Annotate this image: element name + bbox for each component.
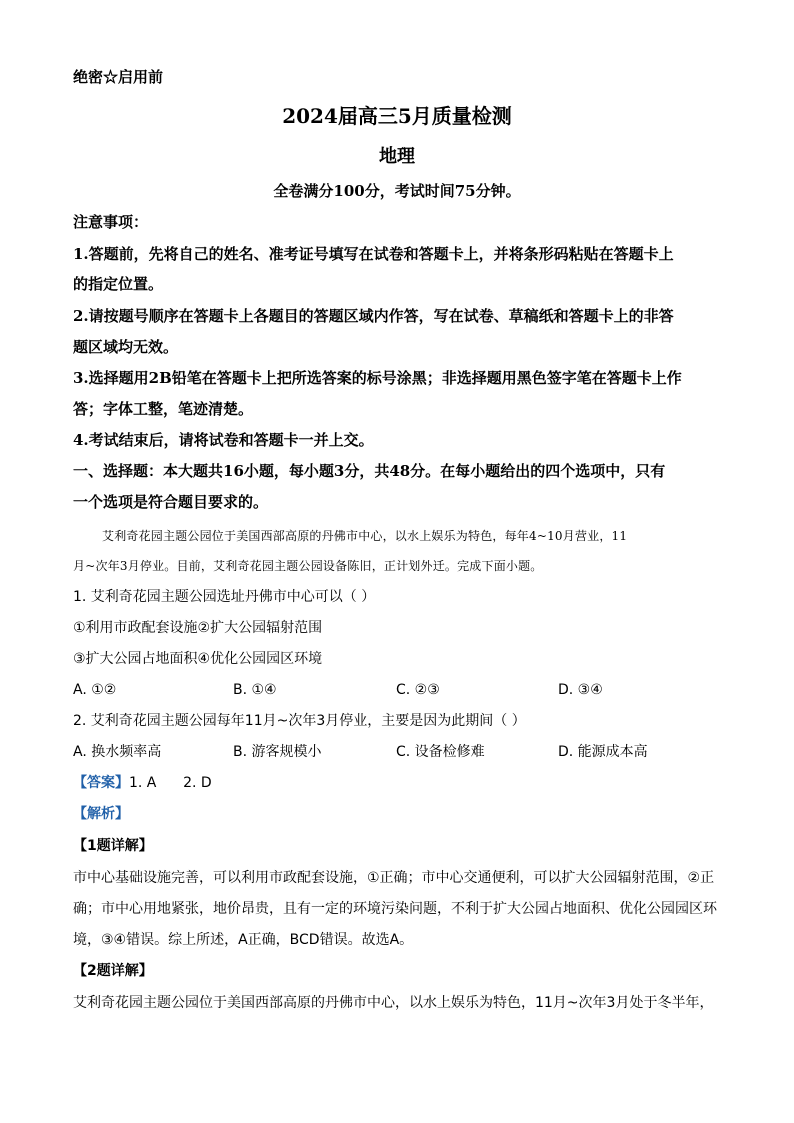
q2-option-b: B. 游客规模小	[233, 744, 322, 760]
notes-title: 注意事项：	[73, 213, 149, 231]
note-1-line-1: 1.答题前，先将自己的姓名、准考证号填写在试卷和答题卡上，并将条形码粘贴在答题卡上	[73, 245, 674, 263]
q1-statements-line-1: ①利用市政配套设施②扩大公园辐射范围	[73, 620, 323, 636]
subject-title: 地理	[379, 146, 415, 167]
note-2-line-2: 题区域均无效。	[73, 338, 179, 356]
section-1-line-2: 一个选项是符合题目要求的。	[73, 493, 269, 511]
answer-row	[73, 773, 723, 793]
passage-line-2: 月~次年3月停业。目前，艾利奇花园主题公园设备陈旧，正计划外迁。完成下面小题。	[73, 559, 543, 573]
q2-option-d: D. 能源成本高	[558, 744, 648, 760]
note-2-line-1: 2.请按题号顺序在答题卡上各题目的答题区域内作答，写在试卷、草稿纸和答题卡上的非答	[73, 307, 674, 325]
note-3-line-2: 答；字体工整，笔迹清楚。	[73, 400, 254, 418]
note-3-line-1: 3.选择题用2B铅笔在答题卡上把所选答案的标号涂黑；非选择题用黑色签字笔在答题卡上作	[73, 369, 682, 387]
detail-1-label: 【1题详解】	[73, 838, 153, 854]
answer-value: 1. A 2. D	[129, 775, 212, 791]
q2-option-c: C. 设备检修难	[396, 744, 485, 760]
q1-option-a: A. ①②	[73, 682, 117, 698]
detail-2-label: 【2题详解】	[73, 963, 153, 979]
q2-option-a: A. 换水频率高	[73, 744, 162, 760]
q2-stem: 2. 艾利奇花园主题公园每年11月~次年3月停业，主要是因为此期间（ ）	[73, 713, 526, 729]
q1-option-c: C. ②③	[396, 682, 440, 698]
q1-option-d: D. ③④	[558, 682, 603, 698]
answer-label: 【答案】	[73, 775, 129, 791]
note-1-line-2: 的指定位置。	[73, 275, 164, 293]
q1-statements-line-2: ③扩大公园占地面积④优化公园园区环境	[73, 651, 323, 667]
q1-option-b: B. ①④	[233, 682, 277, 698]
detail-1-line-3: 境，③④错误。综上所述，A正确，BCD错误。故选A。	[73, 932, 414, 948]
detail-2-line-1: 艾利奇花园主题公园位于美国西部高原的丹佛市中心，以水上娱乐为特色，11月~次年3月处于冬半年，	[73, 995, 714, 1011]
analysis-label: 【解析】	[73, 806, 129, 822]
detail-1-line-1: 市中心基础设施完善，可以利用市政配套设施，①正确；市中心交通便利，可以扩大公园辐射范围，②正	[73, 870, 715, 886]
section-1-line-1: 一、选择题：本大题共16小题，每小题3分，共48分。在每小题给出的四个选项中，只有	[73, 462, 666, 480]
note-4: 4.考试结束后，请将试卷和答题卡一并上交。	[73, 431, 374, 449]
exam-title: 2024届高三5月质量检测	[282, 104, 512, 128]
confidential-mark: 绝密☆启用前	[73, 68, 164, 86]
q1-stem: 1. 艾利奇花园主题公园选址丹佛市中心可以（ ）	[73, 589, 376, 605]
passage-line-1: 艾利奇花园主题公园位于美国西部高原的丹佛市中心，以水上娱乐为特色，每年4~10月营业，11	[102, 529, 628, 543]
detail-1-line-2: 确；市中心用地紧张，地价昂贵，且有一定的环境污染问题，不利于扩大公园占地面积、优化公园园区环	[73, 901, 717, 917]
score-info: 全卷满分100分，考试时间75分钟。	[273, 182, 521, 200]
